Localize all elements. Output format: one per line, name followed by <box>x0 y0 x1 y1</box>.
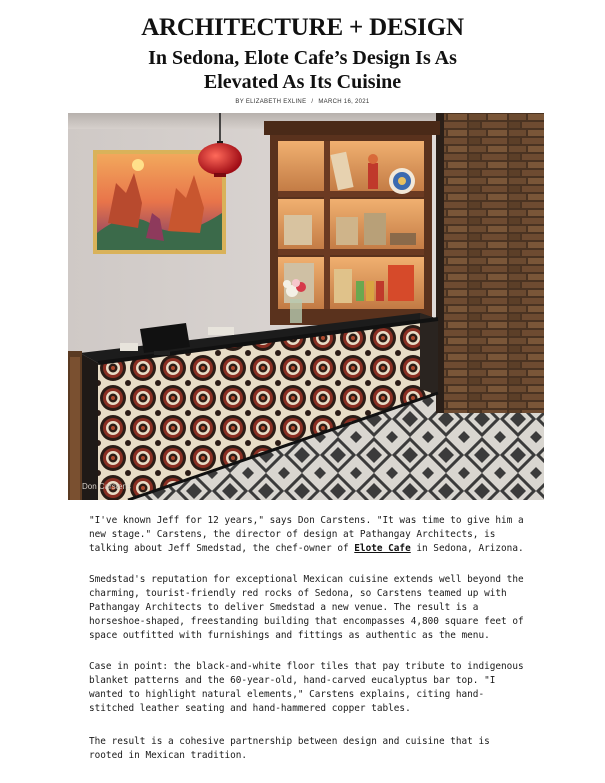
elote-cafe-link[interactable]: Elote Cafe <box>354 543 411 554</box>
paragraph-4: The result is a cohesive partnership between design and cuisine that is rooted in Mexican tradition. <box>89 736 490 761</box>
byline-date: MARCH 16, 2021 <box>318 99 370 105</box>
article-headline <box>0 46 605 94</box>
byline-separator: / <box>311 99 314 105</box>
paragraph-1-text-b: in Sedona, Arizona. <box>410 543 524 554</box>
photo-credit: Don Carstens <box>82 482 131 491</box>
hero-image <box>68 113 544 500</box>
byline <box>0 99 605 105</box>
paragraph-3: Case in point: the black-and-white floor tiles that pay tribute to indigenous blanket patterns and the 60-year-old, hand-carved eucalyptus bar top. "I wanted to highlight natural elements," Carstens explains, citing hand-stitched leather seating and hand-hammered copper tables. <box>89 661 524 714</box>
paragraph-2: Smedstad's reputation for exceptional Mexican cuisine extends well beyond the charming, tourist-friendly red rocks of Sedona, so Carstens teamed up with Pathangay Architects to deliver Smedstad a new venue. The result is a horseshoe-shaped, freestanding building that encompasses 4,800 square feet of space outfitted with furnishings and fittings as authentic as the menu. <box>89 574 524 641</box>
headline-line-2: Elevated As Its Cuisine <box>203 71 402 93</box>
byline-author[interactable]: BY ELIZABETH EXLINE <box>235 99 307 105</box>
section-title[interactable]: ARCHITECTURE + DESIGN <box>141 14 464 41</box>
headline-line-1: In Sedona, Elote Cafe’s Design Is As <box>148 47 457 69</box>
paragraph-1 <box>89 514 529 556</box>
paragraph-1-text-a: "I've known Jeff for 12 years," says Don Carstens. "It was time to give him a new stage." Carstens, the director of design at Pathangay Architects, is talking about Jeff Smedstad, the chef-owner of <box>89 515 524 554</box>
